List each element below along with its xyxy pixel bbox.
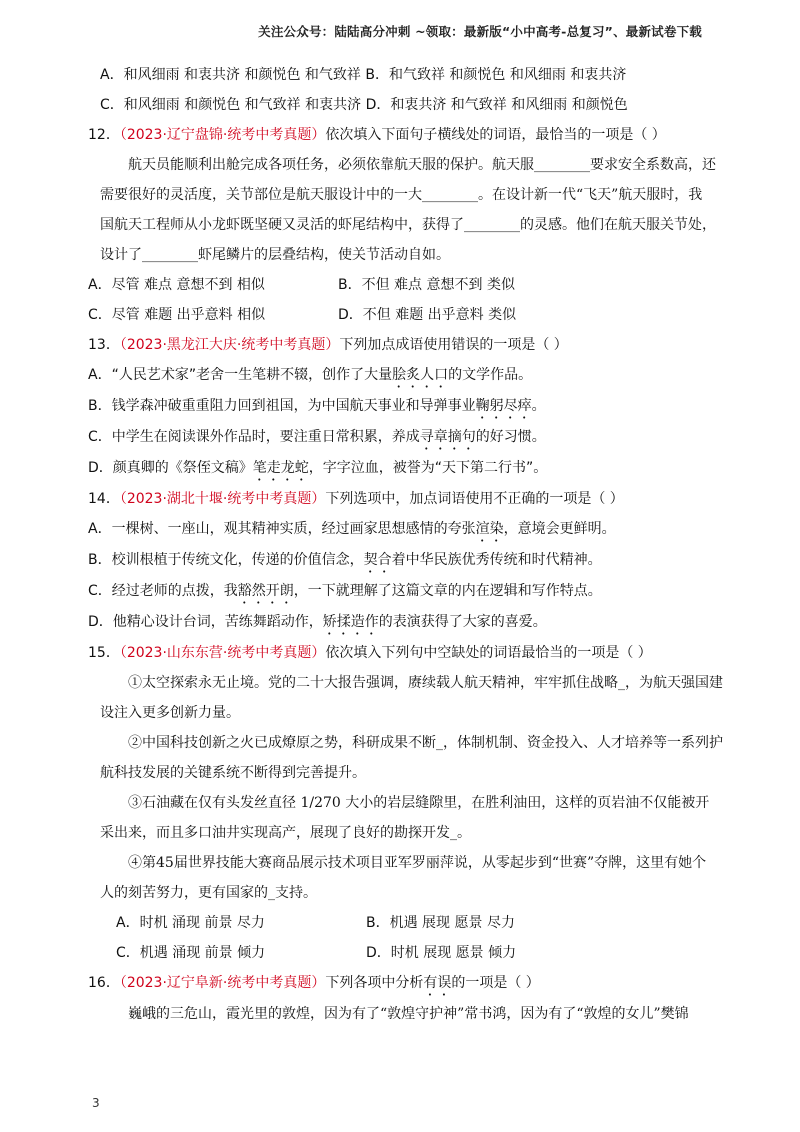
- passage-line: ④第45届世界技能大赛商品展示技术项目亚军罗丽萍说，从零起步到“世赛”夺牌，这里有她个: [128, 855, 707, 871]
- dotted-idiom: 笔走龙蛇: [252, 460, 309, 476]
- option-text: B．钱学森冲破重重阻力回到祖国，为中国航天事业和导弹事业: [88, 398, 476, 414]
- dotted-word: 渲染: [475, 521, 504, 537]
- q11-option-ab: A．和风细雨 和衷共济 和颜悦色 和气致祥 B．和气致祥 和颜悦色 和风细雨 和衷共济: [100, 67, 627, 83]
- q15-passage: [100, 668, 723, 908]
- passage-line: 设注入更多创新力量。: [100, 705, 240, 721]
- option-b: B．不但 难点 意想不到 类似: [338, 277, 515, 293]
- passage-line: 人的刻苦努力，更有国家的_支持。: [100, 885, 317, 901]
- question-text: 下列选项中，加点词语使用不正确的一项是（ ）: [325, 491, 624, 507]
- option-c: C．机遇 涌现 前景 倾力: [116, 945, 266, 961]
- page-header: 关注公众号：陆陆高分冲刺 ~领取：最新版“小中高考-总复习”、最新试卷下载: [258, 24, 702, 39]
- q12-passage: [100, 150, 716, 270]
- option-text: 的好习惯。: [475, 429, 546, 445]
- option-text: C．中学生在阅读课外作品时，要注重日常积累，养成: [88, 429, 420, 445]
- option-text: 的文学作品。: [448, 367, 533, 383]
- question-number: 12．: [88, 127, 120, 143]
- q14-stem: [88, 484, 706, 514]
- q15-options-row: [116, 938, 706, 968]
- option-text: ，意境会更鲜明。: [503, 521, 616, 537]
- question-source: （2023·黑龙江大庆·统考中考真题）: [119, 337, 340, 353]
- question-source: （2023·辽宁盘锦·统考中考真题）: [119, 127, 326, 143]
- dotted-idiom: 鞠躬尽瘁: [475, 398, 532, 414]
- q16-stem: [88, 968, 706, 999]
- passage-line: ③石油藏在仅有头发丝直径 1/270 大小的岩层缝隙里，在胜利油田，这样的页岩油不仅能被开: [128, 795, 710, 811]
- question-source: （2023·山东东营·统考中考真题）: [119, 645, 326, 661]
- option-text: 。: [531, 398, 546, 414]
- passage-line: 航天员能顺利出舱完成各项任务，必须依靠航天服的保护。航天服________要求安全系数高，还: [128, 157, 716, 173]
- option-a: [88, 360, 706, 391]
- option-text: C．经过老师的点拨，我: [88, 583, 238, 599]
- question-text: 下列各项中分析: [325, 975, 424, 991]
- option-a: A．尽管 难点 意想不到 相似: [88, 277, 265, 293]
- passage-line: 设计了________虾尾鳞片的层叠结构，使关节活动自如。: [100, 247, 450, 263]
- q15-options-row: [116, 908, 706, 938]
- option-c: C．尽管 难题 出乎意料 相似: [88, 307, 266, 323]
- question-source: （2023·辽宁阜新·统考中考真题）: [119, 975, 326, 991]
- option-d: [88, 607, 706, 638]
- option-c: [88, 422, 706, 453]
- passage-line: 航科技发展的关键系统不断得到完善提升。: [100, 765, 366, 781]
- option-d: D．不但 难题 出乎意料 类似: [338, 307, 517, 323]
- option-c: [88, 576, 706, 607]
- option-b: [88, 545, 706, 576]
- option-a: A．时机 涌现 前景 尽力: [116, 915, 265, 931]
- question-number: 13．: [88, 337, 120, 353]
- page-number: 3: [92, 1096, 100, 1110]
- question-source: （2023·湖北十堰·统考中考真题）: [119, 491, 326, 507]
- option-b: [88, 391, 706, 422]
- option-b: B．机遇 展现 愿景 尽力: [366, 915, 515, 931]
- question-text: 的一项是（ ）: [451, 975, 540, 991]
- dotted-word: 矫揉造作: [322, 614, 379, 630]
- option-text: 着中华民族优秀传统和时代精神。: [391, 552, 602, 568]
- question-text: 下列加点成语使用错误的一项是（ ）: [339, 337, 568, 353]
- q12-options-row: [88, 270, 706, 300]
- dotted-idiom: 寻章摘句: [419, 429, 476, 445]
- question-number: 15．: [88, 645, 120, 661]
- q12-options-row: [88, 300, 706, 330]
- question-text: 依次填入下面句子横线处的词语，最恰当的一项是（ ）: [325, 127, 666, 143]
- option-text: ，字字泣血，被誉为“天下第二行书”。: [308, 460, 548, 476]
- passage-line: ①太空探索永无止境。党的二十大报告强调，赓续载人航天精神，牢牢抓住战略_，为航天强国建: [128, 675, 723, 691]
- option-a: [88, 514, 706, 545]
- option-text: 的表演获得了大家的喜爱。: [378, 614, 547, 630]
- option-d: D．时机 展现 愿景 倾力: [366, 945, 517, 961]
- question-text: 依次填入下列句中空缺处的词语最恰当的一项是（ ）: [325, 645, 652, 661]
- q12-stem: [88, 120, 706, 150]
- dotted-word: 契合: [363, 552, 392, 568]
- option-text: B．校训根植于传统文化，传递的价值信念，: [88, 552, 364, 568]
- option-text: A．“人民艺术家”老舍一生笔耕不辍，创作了大量: [88, 367, 393, 383]
- option-text: D．颜真卿的《祭侄文稿》: [88, 460, 253, 476]
- dotted-word: 豁然开朗: [237, 583, 294, 599]
- option-text: A．一棵树、一座山，观其精神实质，经过画家思想感情的夸张: [88, 521, 476, 537]
- passage-line: 需要很好的灵活度，关节部位是航天服设计中的一大________。在设计新一代“飞天”航天服时，我: [100, 187, 703, 203]
- question-number: 16．: [88, 975, 120, 991]
- option-text: D．他精心设计台词，苦练舞蹈动作，: [88, 614, 323, 630]
- option-d: [88, 453, 706, 484]
- q11-option-cd: C．和风细雨 和颜悦色 和气致祥 和衷共济 D．和衷共济 和气致祥 和风细雨 和颜悦色: [100, 97, 628, 113]
- passage-line: 国航天工程师从小龙虾既坚硬又灵活的虾尾结构中，获得了________的灵感。他们在航天服关节处，: [100, 217, 716, 233]
- question-number: 14．: [88, 491, 120, 507]
- document-body: [88, 67, 723, 1029]
- q16-passage: 巍峨的三危山，霞光里的敦煌，因为有了“敦煌守护神”常书鸿，因为有了“敦煌的女儿”樊锦: [128, 1006, 689, 1022]
- passage-line: 采出来，而且多口油井实现高产，展现了良好的勘探开发_。: [100, 825, 471, 841]
- dotted-word: 有误: [423, 975, 452, 991]
- passage-line: ②中国科技创新之火已成燎原之势，科研成果不断_，体制机制、资金投入、人才培养等一系列护: [128, 735, 723, 751]
- q13-stem: [88, 330, 706, 360]
- option-text: ，一下就理解了这篇文章的内在逻辑和写作特点。: [293, 583, 602, 599]
- dotted-idiom: 脍炙人口: [392, 367, 449, 383]
- q15-stem: [88, 638, 706, 668]
